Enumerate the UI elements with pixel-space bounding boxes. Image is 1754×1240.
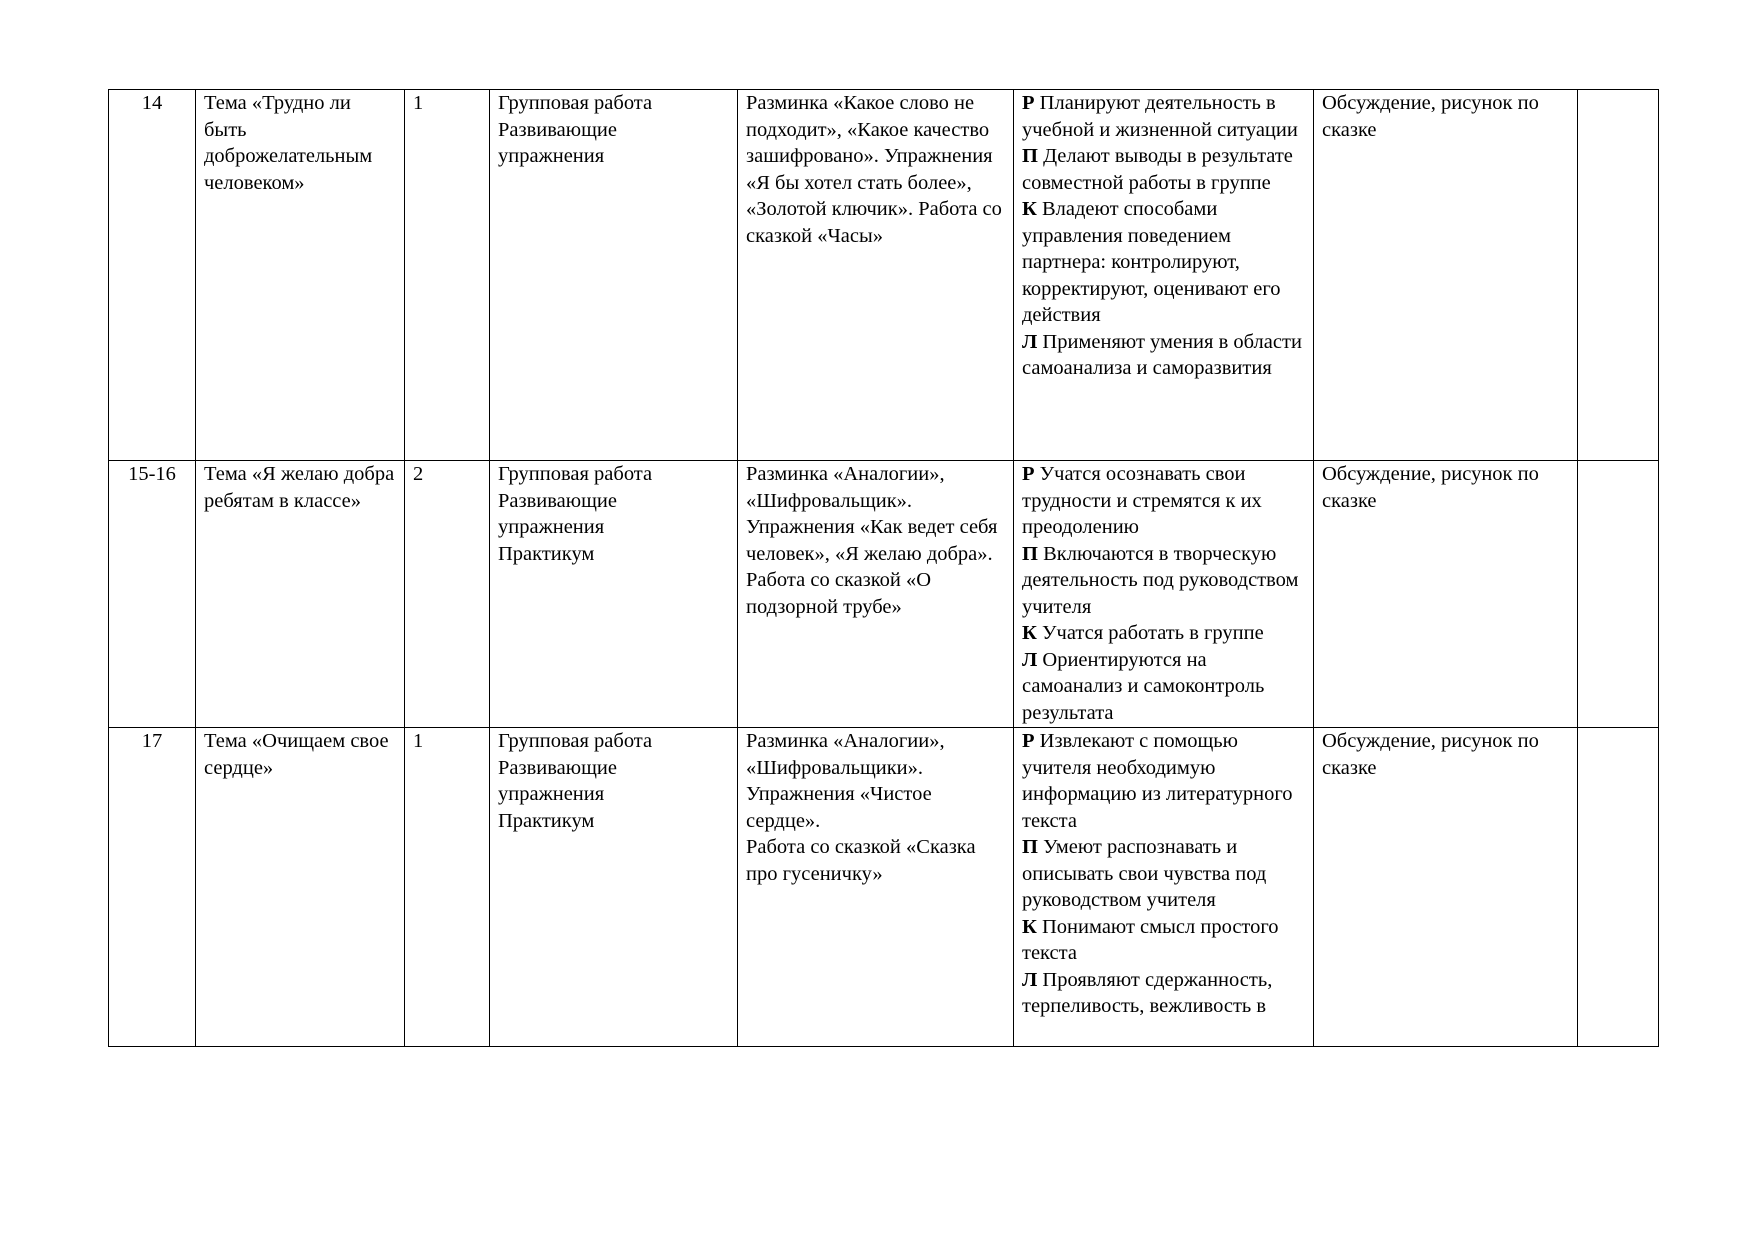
form-line: Развивающие bbox=[498, 489, 617, 512]
form-line: Групповая работа bbox=[498, 730, 653, 752]
uud-letter: Р bbox=[1022, 92, 1035, 114]
lesson-hours: 1 bbox=[405, 728, 490, 1047]
uud-item bbox=[1022, 541, 1305, 621]
content-line: Работа со сказкой «Сказка про гусеничку» bbox=[746, 836, 976, 885]
form-line: Практикум bbox=[498, 542, 595, 565]
lesson-note bbox=[1578, 461, 1659, 728]
table-row bbox=[109, 90, 1659, 461]
uud-item bbox=[1022, 196, 1305, 329]
table-row bbox=[109, 728, 1659, 1047]
uud-letter: П bbox=[1022, 542, 1038, 565]
uud-letter: Л bbox=[1022, 968, 1038, 991]
uud-item bbox=[1022, 914, 1305, 967]
lesson-plan-table bbox=[108, 89, 1659, 1047]
uud-letter: П bbox=[1022, 836, 1038, 858]
lesson-control-form: Обсуждение, рисунок по сказке bbox=[1314, 728, 1578, 1047]
lesson-content bbox=[738, 728, 1014, 1047]
lesson-form bbox=[490, 728, 738, 1047]
uud-letter: К bbox=[1022, 915, 1037, 938]
lesson-uud bbox=[1014, 90, 1314, 461]
uud-letter: К bbox=[1022, 198, 1037, 220]
uud-item bbox=[1022, 143, 1305, 196]
content-line: Разминка «Аналогии», «Шифровальщик». Упражнения «Как ведет себя человек», «Я желаю добра». bbox=[746, 463, 998, 565]
uud-text: Планируют деятельность в учебной и жизненной ситуации bbox=[1022, 92, 1298, 141]
form-line: Практикум bbox=[498, 809, 595, 832]
lesson-number: 15-16 bbox=[109, 461, 196, 728]
form-line: Групповая работа bbox=[498, 463, 653, 485]
lesson-form bbox=[490, 461, 738, 728]
lesson-topic: Тема «Очищаем свое сердце» bbox=[196, 728, 405, 1047]
uud-text: Проявляют сдержанность, терпеливость, вежливость в bbox=[1022, 968, 1273, 1017]
uud-text: Применяют умения в области самоанализа и саморазвития bbox=[1022, 330, 1302, 379]
lesson-hours: 2 bbox=[405, 461, 490, 728]
lesson-uud bbox=[1014, 728, 1314, 1047]
uud-text: Учатся работать в группе bbox=[1036, 622, 1264, 644]
uud-letter: Р bbox=[1022, 730, 1035, 752]
uud-text: Ориентируются на самоанализ и самоконтроль результата bbox=[1022, 648, 1265, 724]
form-line: упражнения bbox=[498, 516, 605, 538]
lesson-number: 17 bbox=[109, 728, 196, 1047]
uud-item bbox=[1022, 329, 1305, 382]
form-line: упражнения bbox=[498, 783, 605, 805]
uud-item bbox=[1022, 967, 1305, 1020]
content-line: Работа со сказкой «О подзорной трубе» bbox=[746, 569, 932, 618]
lesson-content: Разминка «Какое слово не подходит», «Какое качество зашифровано». Упражнения «Я бы хотел стать более», «Золотой ключик». Работа со сказкой «Часы» bbox=[738, 90, 1014, 461]
uud-letter: П bbox=[1022, 145, 1038, 167]
lesson-control-form: Обсуждение, рисунок по сказке bbox=[1314, 90, 1578, 461]
lesson-number: 14 bbox=[109, 90, 196, 461]
form-line: Групповая работа bbox=[498, 92, 653, 114]
lesson-uud bbox=[1014, 461, 1314, 728]
uud-item bbox=[1022, 728, 1305, 834]
uud-letter: Л bbox=[1022, 648, 1038, 671]
lesson-topic: Тема «Я желаю добра ребятам в классе» bbox=[196, 461, 405, 728]
lesson-topic: Тема «Трудно ли быть доброжелательным человеком» bbox=[196, 90, 405, 461]
uud-text: Учатся осознавать свои трудности и стремятся к их преодолению bbox=[1022, 463, 1262, 538]
form-line: упражнения bbox=[498, 145, 605, 167]
lesson-hours: 1 bbox=[405, 90, 490, 461]
uud-item bbox=[1022, 647, 1305, 727]
lesson-content bbox=[738, 461, 1014, 728]
content-line: Разминка «Аналогии», «Шифровальщики». Упражнения «Чистое сердце». bbox=[746, 730, 945, 832]
uud-letter: Л bbox=[1022, 330, 1038, 353]
uud-text: Включаются в творческую деятельность под руководством учителя bbox=[1022, 542, 1299, 618]
uud-text: Извлекают с помощью учителя необходимую информацию из литературного текста bbox=[1022, 730, 1293, 832]
uud-text: Владеют способами управления поведением партнера: контролируют, корректируют, оценивают его действия bbox=[1022, 198, 1281, 326]
lesson-note bbox=[1578, 728, 1659, 1047]
form-line: Развивающие bbox=[498, 756, 617, 779]
uud-text: Понимают смысл простого текста bbox=[1022, 915, 1279, 964]
form-line: Развивающие bbox=[498, 118, 617, 141]
uud-letter: К bbox=[1022, 622, 1037, 644]
uud-letter: Р bbox=[1022, 463, 1035, 485]
uud-item bbox=[1022, 620, 1305, 647]
lesson-form bbox=[490, 90, 738, 461]
lesson-note bbox=[1578, 90, 1659, 461]
uud-item bbox=[1022, 90, 1305, 143]
lesson-control-form: Обсуждение, рисунок по сказке bbox=[1314, 461, 1578, 728]
uud-text: Умеют распознавать и описывать свои чувства под руководством учителя bbox=[1022, 836, 1267, 911]
uud-item bbox=[1022, 834, 1305, 914]
uud-text: Делают выводы в результате совместной работы в группе bbox=[1022, 145, 1293, 194]
uud-item bbox=[1022, 461, 1305, 541]
table-row bbox=[109, 461, 1659, 728]
